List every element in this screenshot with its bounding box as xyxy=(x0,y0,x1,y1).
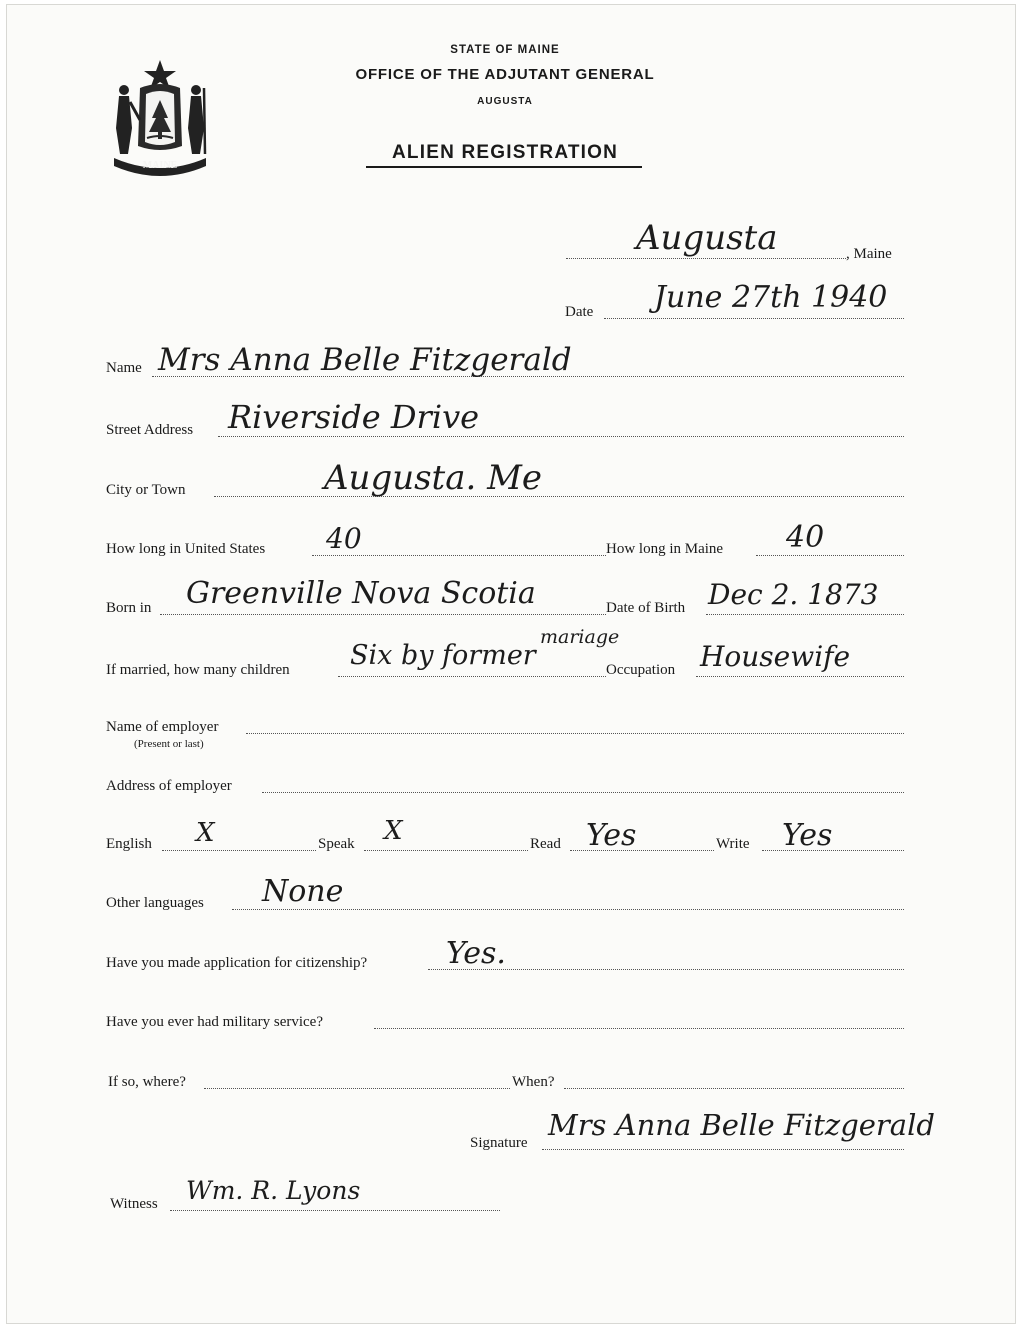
years-maine-line xyxy=(756,555,904,556)
born-entry: Greenville Nova Scotia xyxy=(186,576,536,611)
citizenship-label: Have you made application for citizenship? xyxy=(106,955,368,971)
witness-entry: Wm. R. Lyons xyxy=(186,1176,361,1205)
military-line xyxy=(374,1028,904,1029)
state-heading: STATE OF MAINE xyxy=(450,44,560,56)
years-maine-label: How long in Maine xyxy=(606,541,724,557)
other-languages-entry: None xyxy=(262,874,344,909)
office-heading: OFFICE OF THE ADJUTANT GENERAL xyxy=(355,66,655,83)
signature-label: Signature xyxy=(470,1135,528,1151)
speak-entry: X xyxy=(384,816,403,846)
place-entry: Augusta xyxy=(636,218,778,258)
speak-label: Speak xyxy=(318,836,355,852)
read-entry: Yes xyxy=(586,818,637,853)
write-label: Write xyxy=(716,836,750,852)
name-entry: Mrs Anna Belle Fitzgerald xyxy=(158,342,572,378)
city-heading: AUGUSTA xyxy=(477,96,533,107)
employer-address-line xyxy=(262,792,904,793)
children-label: If married, how many children xyxy=(106,662,290,678)
city-entry: Augusta. Me xyxy=(324,458,543,498)
place-line xyxy=(566,258,846,259)
employer-sublabel: (Present or last) xyxy=(134,738,204,750)
born-label: Born in xyxy=(106,600,152,616)
employer-line xyxy=(246,733,904,734)
seal-banner-text: MAINE xyxy=(142,160,178,171)
write-entry: Yes xyxy=(782,818,833,853)
dob-line xyxy=(706,614,904,615)
occupation-entry: Housewife xyxy=(700,640,851,673)
date-line xyxy=(604,318,904,319)
military-label: Have you ever had military service? xyxy=(106,1014,323,1030)
date-entry: June 27th 1940 xyxy=(654,280,888,315)
maine-state-seal xyxy=(106,58,214,180)
witness-line xyxy=(170,1210,500,1211)
street-entry: Riverside Drive xyxy=(228,398,480,436)
city-line xyxy=(214,496,904,497)
when-label: When? xyxy=(512,1074,555,1090)
children-line xyxy=(338,676,606,677)
read-label: Read xyxy=(530,836,561,852)
dob-label: Date of Birth xyxy=(606,600,686,616)
years-maine-entry: 40 xyxy=(786,520,825,555)
date-label: Date xyxy=(565,304,594,320)
speak-line xyxy=(364,850,528,851)
city-label: City or Town xyxy=(106,482,186,498)
maine-suffix: , Maine xyxy=(846,246,892,262)
years-us-entry: 40 xyxy=(326,522,362,555)
english-label: English xyxy=(106,836,152,852)
signature-line xyxy=(542,1149,904,1150)
other-languages-label: Other languages xyxy=(106,895,204,911)
years-us-label: How long in United States xyxy=(106,541,266,557)
street-label: Street Address xyxy=(106,422,194,438)
title-underline xyxy=(366,166,642,168)
english-line xyxy=(162,850,316,851)
occupation-line xyxy=(696,676,904,677)
employer-address-label: Address of employer xyxy=(106,778,232,794)
witness-label: Witness xyxy=(110,1196,158,1212)
english-entry: X xyxy=(196,818,215,848)
occupation-label: Occupation xyxy=(606,662,676,678)
children-note: mariage xyxy=(540,626,620,648)
born-line xyxy=(160,614,606,615)
dob-entry: Dec 2. 1873 xyxy=(708,578,879,611)
where-label: If so, where? xyxy=(108,1074,186,1090)
when-line xyxy=(564,1088,904,1089)
where-line xyxy=(204,1088,510,1089)
years-us-line xyxy=(312,555,606,556)
name-label: Name xyxy=(106,360,142,376)
street-line xyxy=(218,436,904,437)
signature-entry: Mrs Anna Belle Fitzgerald xyxy=(548,1108,935,1142)
citizenship-entry: Yes. xyxy=(446,936,506,971)
employer-label: Name of employer xyxy=(106,719,219,735)
children-entry: Six by former xyxy=(350,640,536,671)
form-title: ALIEN REGISTRATION xyxy=(391,142,619,163)
other-languages-line xyxy=(232,909,904,910)
